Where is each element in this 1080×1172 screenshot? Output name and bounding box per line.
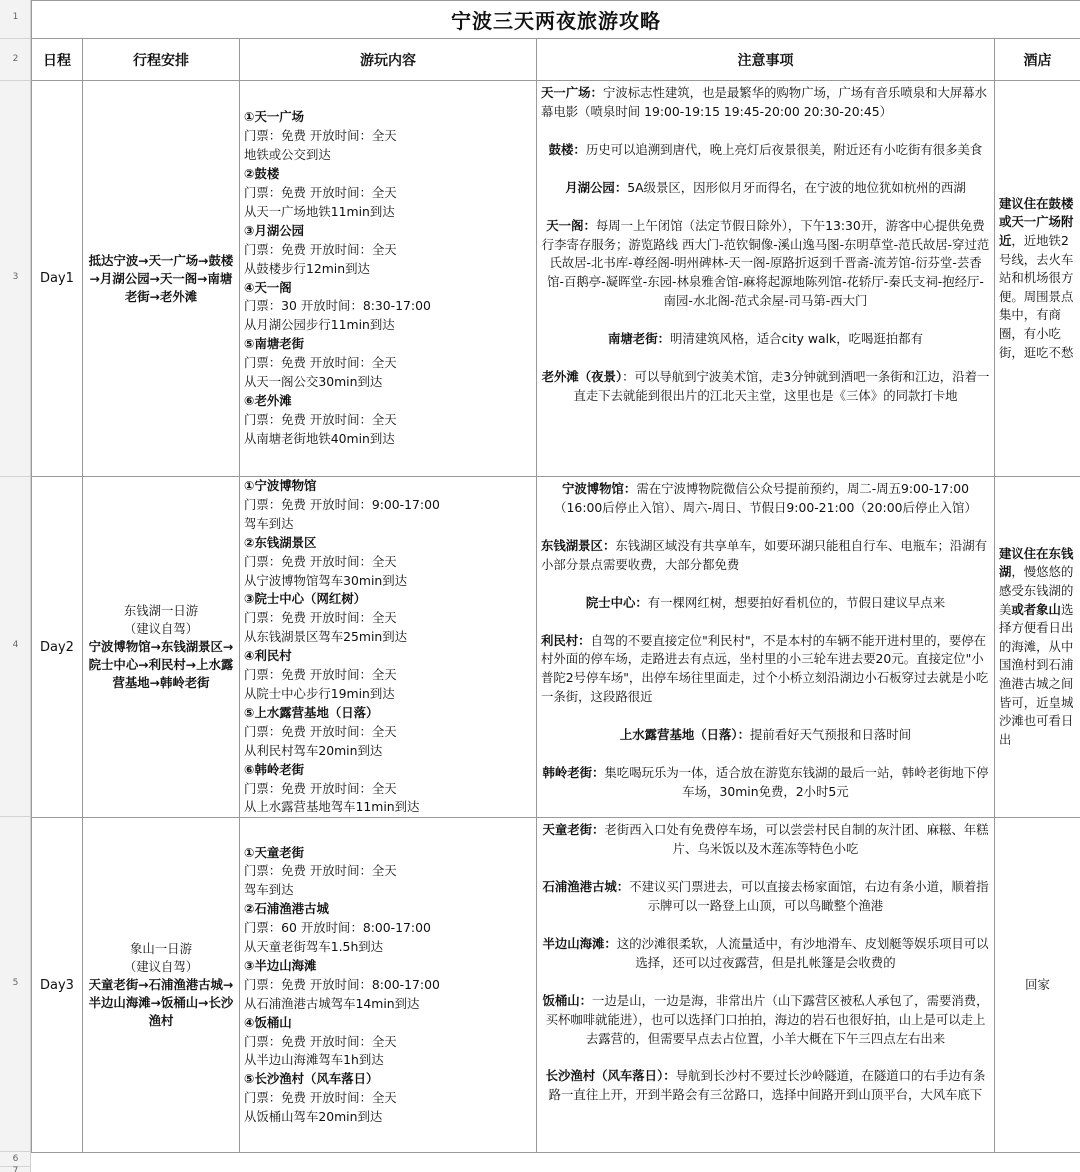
spot-detail: 从南塘老街地铁40min到达	[244, 430, 395, 446]
note-paragraph	[541, 1067, 990, 1105]
hotel-text: 选择方便看日出的海滩，从中国渔村到石浦渔港古城之间皆可，近皇城沙滩也可看日出	[999, 601, 1074, 747]
spot-title: ②鼓楼	[244, 166, 280, 182]
route-sub: 象山一日游	[130, 941, 192, 957]
spot-detail: 门票：免费 开放时间：全天	[244, 355, 397, 371]
note-paragraph	[541, 368, 990, 406]
note-text: 东钱湖区域没有共享单车，如要环湖只能租自行车、电瓶车；沿湖有小部分景点需要收费，大部分都免费	[541, 537, 988, 572]
hotel-cell[interactable]	[995, 477, 1080, 818]
itinerary-table	[31, 0, 1080, 1172]
spot-detail: 门票：免费 开放时间：全天	[244, 667, 397, 683]
note-title: 东钱湖景区：	[541, 537, 616, 553]
note-paragraph	[541, 594, 990, 613]
note-title: 南塘老街：	[608, 331, 670, 347]
spot-detail: 门票：60 开放时间：8:00-17:00	[244, 920, 431, 936]
note-title: 长沙渔村（风车落日）：	[545, 1068, 676, 1084]
route-main: 宁波博物馆→东钱湖景区→院士中心→利民村→上水露营基地→韩岭老街	[88, 639, 234, 691]
spot-detail: 驾车到达	[244, 515, 294, 531]
spot-detail: 从饭桶山驾车20min到达	[244, 1109, 383, 1125]
note-paragraph	[541, 764, 990, 802]
note-text: 5A级景区，因形似月牙而得名，在宁波的地位犹如杭州的西湖	[627, 179, 966, 195]
row-number[interactable]: 4	[12, 640, 19, 650]
spot-detail: 门票：免费 开放时间：全天	[244, 610, 397, 626]
spot-detail: 门票：30 开放时间：8:30-17:00	[244, 298, 431, 314]
hotel-text: ，近地铁2号线，去火车站和机场很方便。周围景点集中，有商圈，有小吃街，逛吃不愁	[999, 233, 1074, 360]
note-title: 天一广场：	[541, 85, 603, 100]
note-paragraph	[541, 179, 990, 198]
spot-title: ⑥韩岭老街	[244, 761, 305, 777]
day-cell[interactable]: Day3	[32, 818, 83, 1153]
hotel-text: 建议住在东钱湖	[999, 545, 1074, 580]
hotel-text: 或者象山	[1011, 601, 1061, 617]
hotel-text: 回家	[1025, 977, 1050, 993]
spot-title: ②东钱湖景区	[244, 534, 317, 550]
spot-detail: 从天一阁公交30min到达	[244, 374, 383, 390]
spot-detail: 从上水露营基地驾车11min到达	[244, 799, 420, 815]
spot-title: ⑥老外滩	[244, 392, 292, 408]
route-sub: （建议自驾）	[123, 959, 199, 975]
notes-cell[interactable]	[537, 818, 995, 1153]
note-paragraph	[541, 217, 990, 312]
spot-detail: 从石浦渔港古城驾车14min到达	[244, 995, 420, 1011]
note-paragraph	[541, 141, 990, 160]
spot-detail: 门票：免费 开放时间：全天	[244, 128, 397, 144]
header-cell[interactable]: 游玩内容	[240, 39, 537, 81]
note-text: 需在宁波博物院微信公众号提前预约，周二-周五9:00-17:00（16:00后停止入馆）、周六-周日、节假日9:00-21:00（20:00后停止入馆）	[554, 481, 977, 515]
note-text: 明清建筑风格，适合city walk，吃喝逛拍都有	[669, 331, 923, 347]
spot-detail: 从东钱湖景区驾车25min到达	[244, 629, 408, 645]
spot-detail: 门票：免费 开放时间：全天	[244, 780, 397, 796]
note-paragraph	[541, 84, 990, 122]
note-paragraph	[541, 821, 990, 859]
content-cell[interactable]	[240, 81, 537, 477]
spot-detail: 从院士中心步行19min到达	[244, 685, 395, 701]
note-title: 饭桶山：	[542, 992, 593, 1008]
note-title: 半边山海滩：	[542, 935, 617, 951]
spot-detail: 门票：免费 开放时间：全天	[244, 411, 397, 427]
note-text: 自驾的不要直接定位"利民村"，不是本村的车辆不能开进村里的，要停在村外面的停车场，走路进去有点远，坐村里的小三轮车进去要20元。直接定位"小普陀2号停车场"，出停车场往里面走，过个小桥立刻沿湖边小石板穿过去就是小吃一条街，这段路很近	[541, 632, 989, 705]
spot-title: ①宁波博物馆	[244, 478, 317, 493]
note-paragraph	[541, 632, 990, 708]
spot-detail: 驾车到达	[244, 882, 294, 898]
spot-title: ④饭桶山	[244, 1014, 292, 1030]
header-cell[interactable]: 酒店	[995, 39, 1080, 81]
note-title: 宁波博物馆：	[561, 481, 637, 496]
note-text: 集吃喝玩乐为一体，适合放在游览东钱湖的最后一站，韩岭老街地下停车场，30min免费，2小时5元	[604, 765, 989, 799]
note-text: 这的沙滩很柔软，人流量适中，有沙地滑车、皮划艇等娱乐项目可以选择，还可以过夜露营，但是扎帐篷是会收费的	[616, 935, 989, 970]
row-number-gutter	[0, 0, 31, 1172]
empty-row[interactable]	[32, 1153, 1080, 1172]
hotel-text: ，慢悠悠的感受东钱湖的美	[999, 564, 1074, 617]
row-number[interactable]: 6	[12, 1154, 19, 1164]
note-title: 天一阁：	[546, 217, 596, 233]
header-cell[interactable]: 日程	[32, 39, 83, 81]
spot-detail: 门票：免费 开放时间：全天	[244, 1090, 397, 1106]
spot-title: ③院士中心（网红树）	[244, 591, 367, 607]
note-title: 院士中心：	[585, 594, 648, 610]
note-text: 每周一上午闭馆（法定节假日除外），下午13:30开，游客中心提供免费行李寄存服务；游览路线 西大门-范钦铜像-溪山逸马图-东明草堂-范氏故居-穿过范氏故居-北书库-尊经阁-明州碑林-天一阁-原路折返到千晋斋-流芳馆-衍芬堂-芸香馆-百鹅亭-凝晖堂-东园-林泉雅舍馆-麻将起源地陈列馆-花轿厅-秦氏支祠-抱经厅-南园-水北阁-范式余屋-司马第-西大门	[541, 217, 990, 309]
spot-detail: 门票：免费 开放时间：9:00-17:00	[244, 496, 440, 512]
note-text: 历史可以追溯到唐代，晚上亮灯后夜景很美，附近还有小吃街有很多美食	[585, 141, 983, 157]
note-text: 有一棵网红树，想要拍好看机位的，节假日建议早点来	[647, 594, 946, 610]
note-title: 上水露营基地（日落）：	[619, 727, 751, 743]
note-title: 月湖公园：	[565, 179, 628, 195]
hotel-text: 建议住在鼓楼或天一广场附近	[999, 195, 1074, 249]
notes-cell[interactable]	[537, 477, 995, 818]
note-text: 导航到长沙村不要过长沙岭隧道，在隧道口的右手边有条路一直往上开，开到半路会有三岔路口，选择中间路开到山顶平台，大风车底下	[548, 1068, 986, 1103]
spot-detail: 从利民村驾车20min到达	[244, 742, 383, 758]
spot-title: ⑤南塘老街	[244, 336, 305, 352]
spot-detail: 门票：免费 开放时间：全天	[244, 553, 397, 569]
table-row-day1	[32, 81, 1080, 477]
spot-title: ③半边山海滩	[244, 957, 317, 973]
note-title: 韩岭老街：	[542, 765, 605, 781]
note-title: 鼓楼：	[548, 141, 586, 157]
spot-detail: 门票：免费 开放时间：全天	[244, 241, 397, 257]
spot-detail: 门票：免费 开放时间：全天	[244, 184, 397, 200]
header-cell[interactable]: 注意事项	[537, 39, 995, 81]
spot-title: ①天一广场	[244, 109, 305, 125]
table-row-day3	[32, 818, 1080, 1153]
note-paragraph	[541, 537, 990, 575]
note-title: 老外滩（夜景）	[541, 369, 623, 385]
note-text: 老街西入口处有免费停车场，可以尝尝村民自制的灰汁团、麻糍、年糕片、乌米饭以及木莲冻等特色小吃	[604, 822, 989, 857]
spot-detail: 从鼓楼步行12min到达	[244, 260, 370, 276]
spot-detail: 从宁波博物馆驾车30min到达	[244, 572, 408, 588]
content-cell[interactable]	[240, 477, 537, 818]
route-sub: （建议自驾）	[123, 621, 199, 637]
page-title[interactable]: 宁波三天两夜旅游攻略	[32, 1, 1080, 39]
spot-detail: 从月湖公园步行11min到达	[244, 317, 395, 333]
note-text: ：可以导航到宁波美术馆，走3分钟就到酒吧一条街和江边，沿着一直走下去就能到很出片的江北天主堂，这里也是《三体》的同款打卡地	[573, 369, 990, 403]
content-cell[interactable]	[240, 818, 537, 1153]
day-cell[interactable]: Day2	[32, 477, 83, 818]
route-cell[interactable]	[83, 818, 240, 1153]
note-title: 石浦渔港古城：	[542, 879, 630, 895]
row-number[interactable]: 1	[12, 12, 19, 22]
note-paragraph	[541, 726, 990, 745]
note-title: 天童老街：	[542, 822, 605, 838]
row-number[interactable]: 3	[12, 272, 19, 282]
spot-title: ①天童老街	[244, 844, 305, 860]
row-number[interactable]: 5	[12, 978, 19, 988]
note-title: 利民村：	[541, 632, 591, 648]
note-paragraph	[541, 480, 990, 518]
note-paragraph	[541, 992, 990, 1049]
spot-detail: 从天一广场地铁11min到达	[244, 203, 395, 219]
note-text: 提前看好天气预报和日落时间	[750, 727, 912, 743]
note-paragraph	[541, 878, 990, 916]
spot-detail: 地铁或公交到达	[244, 147, 331, 163]
spot-detail: 门票：免费 开放时间：全天	[244, 723, 397, 739]
spot-detail: 从天童老街驾车1.5h到达	[244, 939, 384, 955]
spot-title: ④天一阁	[244, 279, 292, 295]
day-cell[interactable]: Day1	[32, 81, 83, 477]
row-number[interactable]: 7	[12, 1166, 19, 1172]
hotel-cell[interactable]	[995, 81, 1080, 477]
row-number[interactable]: 2	[12, 54, 19, 64]
note-text: 一边是山，一边是海，非常出片（山下露营区被私人承包了，需要消费，买杯咖啡就能进），也可以选择门口拍拍，海边的岩石也很好拍，山上是可以走上去露营的，但需要早点去占位置，小羊大概在下午三四点左右出来	[545, 992, 989, 1046]
table-row-day2	[32, 477, 1080, 818]
note-text: 不建议买门票进去，可以直接去杨家面馆，右边有条小道，顺着指示牌可以一路登上山顶，可以鸟瞰整个渔港	[629, 879, 989, 914]
route-cell[interactable]	[83, 81, 240, 477]
spot-title: ⑤上水露营基地（日落）	[244, 704, 379, 720]
spot-title: ⑤长沙渔村（风车落日）	[244, 1071, 379, 1087]
note-paragraph	[541, 935, 990, 973]
route-sub: 东钱湖一日游	[123, 603, 199, 619]
spot-detail: 门票：免费 开放时间：8:00-17:00	[244, 976, 440, 992]
route-main: 天童老街→石浦渔港古城→半边山海滩→饭桶山→长沙渔村	[88, 977, 234, 1029]
spot-title: ②石浦渔港古城	[244, 901, 329, 917]
header-cell[interactable]: 行程安排	[83, 39, 240, 81]
spot-detail: 门票：免费 开放时间：全天	[244, 863, 397, 879]
note-text: 宁波标志性建筑，也是最繁华的购物广场，广场有音乐喷泉和大屏幕水幕电影（喷泉时间 19:00-19:15 19:45-20:00 20:30-20:45）	[541, 85, 988, 119]
hotel-cell[interactable]	[995, 818, 1080, 1153]
spot-title: ③月湖公园	[244, 222, 305, 238]
spot-detail: 门票：免费 开放时间：全天	[244, 1033, 397, 1049]
spot-title: ④利民村	[244, 648, 292, 664]
note-paragraph	[541, 330, 990, 349]
route-cell[interactable]	[83, 477, 240, 818]
spot-detail: 从半边山海滩驾车1h到达	[244, 1052, 384, 1068]
notes-cell[interactable]	[537, 81, 995, 477]
route-main: 抵达宁波→天一广场→鼓楼→月湖公园→天一阁→南塘老街→老外滩	[88, 252, 234, 304]
